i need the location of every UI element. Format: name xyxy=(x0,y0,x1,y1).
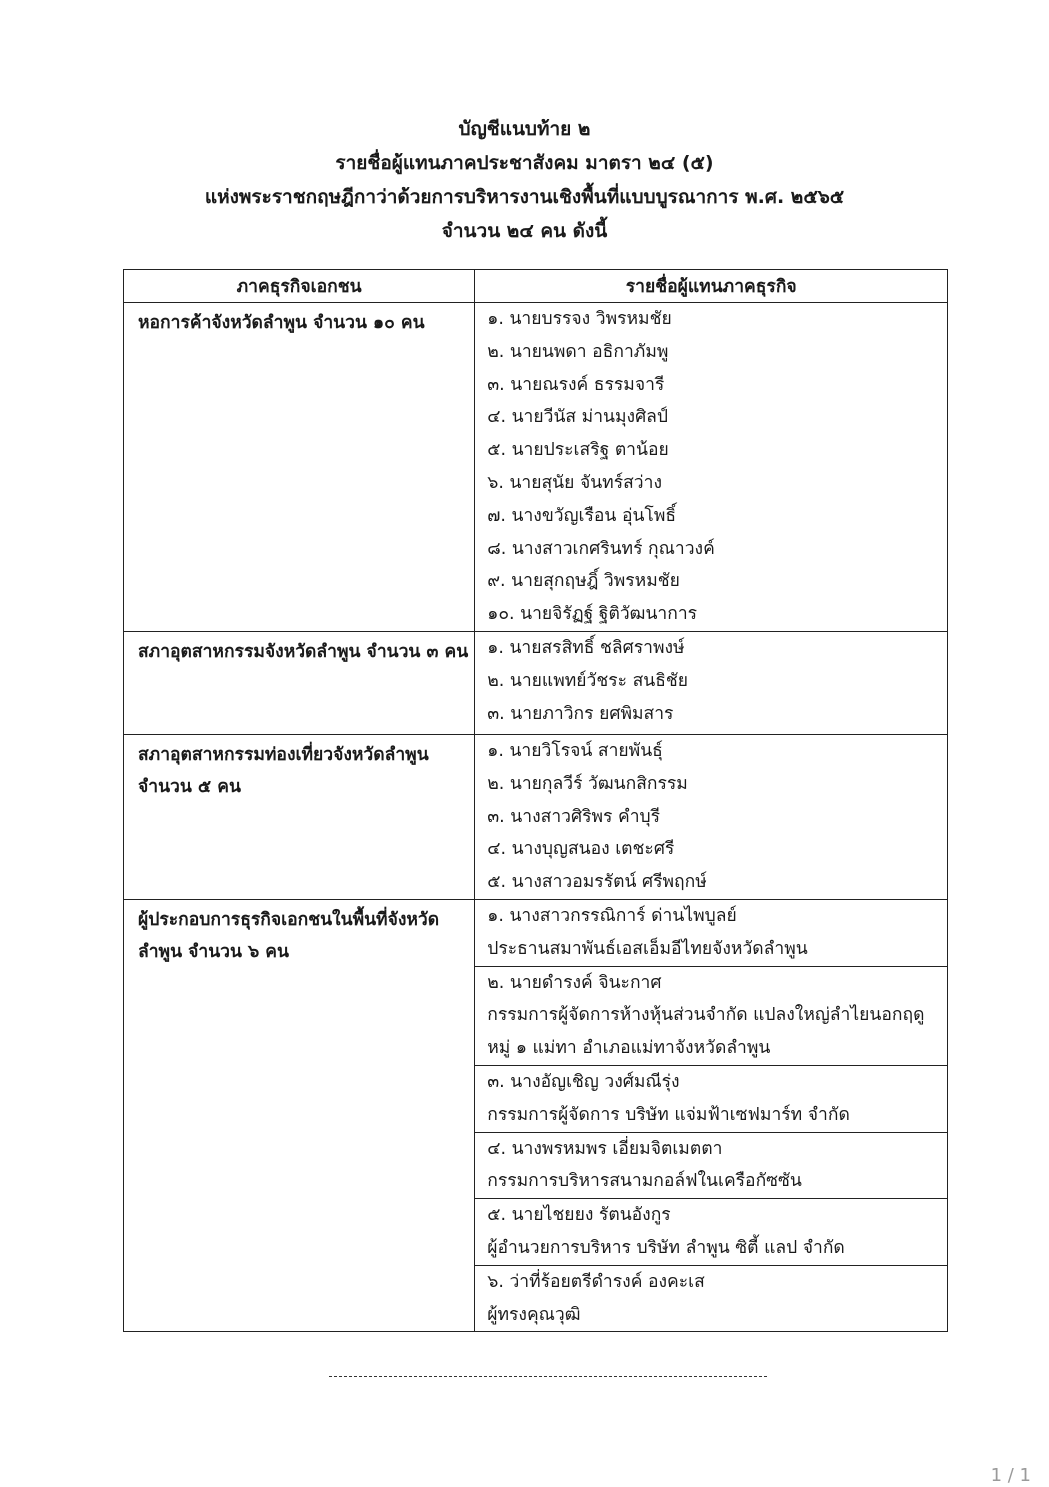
organization-name: สภาอุตสาหกรรมท่องเที่ยวจังหวัดลำพูน xyxy=(138,744,429,765)
member-name: ๗. นางขวัญเรือน อุ่นโพธิ์ xyxy=(487,505,677,526)
document-heading xyxy=(0,112,1049,248)
member-entry-cell xyxy=(475,1132,948,1199)
member-name: ๕. นายประเสริฐ ตาน้อย xyxy=(487,440,669,461)
member-position: กรรมการบริหารสนามกอล์ฟในเครือกัซซัน xyxy=(487,1171,802,1192)
member-name: ๑. นายสรสิทธิ์ ชลิศราพงษ์ xyxy=(487,637,685,658)
column-header-sector: ภาคธุรกิจเอกชน xyxy=(124,270,475,303)
member-name: ๑๐. นายจิรัฏฐ์ ฐิติวัฒนาการ xyxy=(487,604,698,625)
members-cell xyxy=(475,734,948,899)
member-entry-cell xyxy=(475,1065,948,1132)
table-row xyxy=(124,303,948,632)
member-name: ๑. นางสาวกรรณิการ์ ด่านไพบูลย์ xyxy=(487,905,737,926)
organization-cell xyxy=(124,734,475,899)
page-number: 1 / 1 xyxy=(990,1465,1031,1486)
member-name: ๖. ว่าที่ร้อยตรีดำรงค์ องคะเส xyxy=(487,1271,705,1292)
organization-cell xyxy=(124,303,475,632)
member-name: ๔. นายวีนัส ม่านมุงศิลป์ xyxy=(487,407,669,428)
member-position: ประธานสมาพันธ์เอสเอ็มอีไทยจังหวัดลำพูน xyxy=(487,938,808,959)
member-name: ๕. นายไชยยง รัตนอังกูร xyxy=(487,1205,671,1226)
member-position: ผู้ทรงคุณวุฒิ xyxy=(487,1304,581,1325)
table-row xyxy=(124,631,948,734)
members-cell xyxy=(475,303,948,632)
member-position: กรรมการผู้จัดการ บริษัท แจ่มฟ้าเซฟมาร์ท จำกัด xyxy=(487,1104,850,1125)
member-position: ผู้อำนวยการบริหาร บริษัท ลำพูน ซิตี้ แลป จำกัด xyxy=(487,1237,845,1258)
table-header-row xyxy=(124,270,948,303)
member-name: ๕. นางสาวอมรรัตน์ ศรีพฤกษ์ xyxy=(487,872,707,893)
representatives-table xyxy=(123,269,948,1332)
member-position: หมู่ ๑ แม่ทา อำเภอแม่ทาจังหวัดลำพูน xyxy=(487,1038,771,1059)
member-name: ๓. นายณรงค์ ธรรมจารี xyxy=(487,374,665,395)
heading-line-2: รายชื่อผู้แทนภาคประชาสังคม มาตรา ๒๔ (๕) xyxy=(335,152,714,174)
member-name: ๒. นายนพดา อธิกาภัมพู xyxy=(487,341,669,362)
member-name: ๒. นายกุลวีร์ วัฒนกสิกรรม xyxy=(487,773,688,794)
organization-name: หอการค้าจังหวัดลำพูน จำนวน ๑๐ คน xyxy=(138,313,425,333)
member-name: ๑. นายวิโรจน์ สายพันธุ์ xyxy=(487,740,663,761)
member-name: ๔. นางพรหมพร เอี่ยมจิตเมตตา xyxy=(487,1138,723,1159)
member-name: ๘. นางสาวเกศรินทร์ กุณาวงค์ xyxy=(487,538,715,559)
column-header-representatives: รายชื่อผู้แทนภาคธุรกิจ xyxy=(475,270,948,303)
member-name: ๒. นายแพทย์วัชระ สนธิชัย xyxy=(487,670,689,691)
organization-name: สภาอุตสาหกรรมจังหวัดลำพูน จำนวน ๓ คน xyxy=(138,641,469,662)
heading-line-3: แห่งพระราชกฤษฎีกาว่าด้วยการบริหารงานเชิงพื้นที่แบบบูรณาการ พ.ศ. ๒๕๖๕ xyxy=(204,186,845,208)
member-name: ๙. นายสุกฤษฎิ์ วิพรหมชัย xyxy=(487,571,680,592)
member-entry-cell xyxy=(475,899,948,966)
closing-dashed-line xyxy=(329,1376,767,1377)
organization-cell xyxy=(124,631,475,734)
member-name: ๑. นายบรรจง วิพรหมชัย xyxy=(487,309,672,329)
heading-line-1: บัญชีแนบท้าย ๒ xyxy=(458,118,591,140)
organization-count: ลำพูน จำนวน ๖ คน xyxy=(138,942,289,963)
member-name: ๓. นางอัญเชิญ วงศ์มณีรุ่ง xyxy=(487,1071,680,1092)
organization-count: จำนวน ๕ คน xyxy=(138,777,241,798)
members-cell xyxy=(475,631,948,734)
table-row xyxy=(124,734,948,899)
member-entry-cell xyxy=(475,966,948,1065)
member-name: ๓. นายภาวิกร ยศพิมสาร xyxy=(487,703,674,724)
table-row xyxy=(124,899,948,966)
member-name: ๔. นางบุญสนอง เตชะศรี xyxy=(487,839,675,860)
organization-cell xyxy=(124,899,475,1331)
member-name: ๒. นายดำรงค์ จินะกาศ xyxy=(487,972,662,993)
heading-line-4: จำนวน ๒๔ คน ดังนี้ xyxy=(441,220,608,242)
member-position: กรรมการผู้จัดการห้างหุ้นส่วนจำกัด แปลงใหญ่ลำไยนอกฤดู xyxy=(487,1005,925,1026)
member-entry-cell xyxy=(475,1265,948,1332)
organization-name: ผู้ประกอบการธุรกิจเอกชนในพื้นที่จังหวัด xyxy=(138,909,440,930)
member-name: ๖. นายสุนัย จันทร์สว่าง xyxy=(487,472,662,493)
member-name: ๓. นางสาวศิริพร คำบุรี xyxy=(487,806,661,827)
member-entry-cell xyxy=(475,1199,948,1266)
